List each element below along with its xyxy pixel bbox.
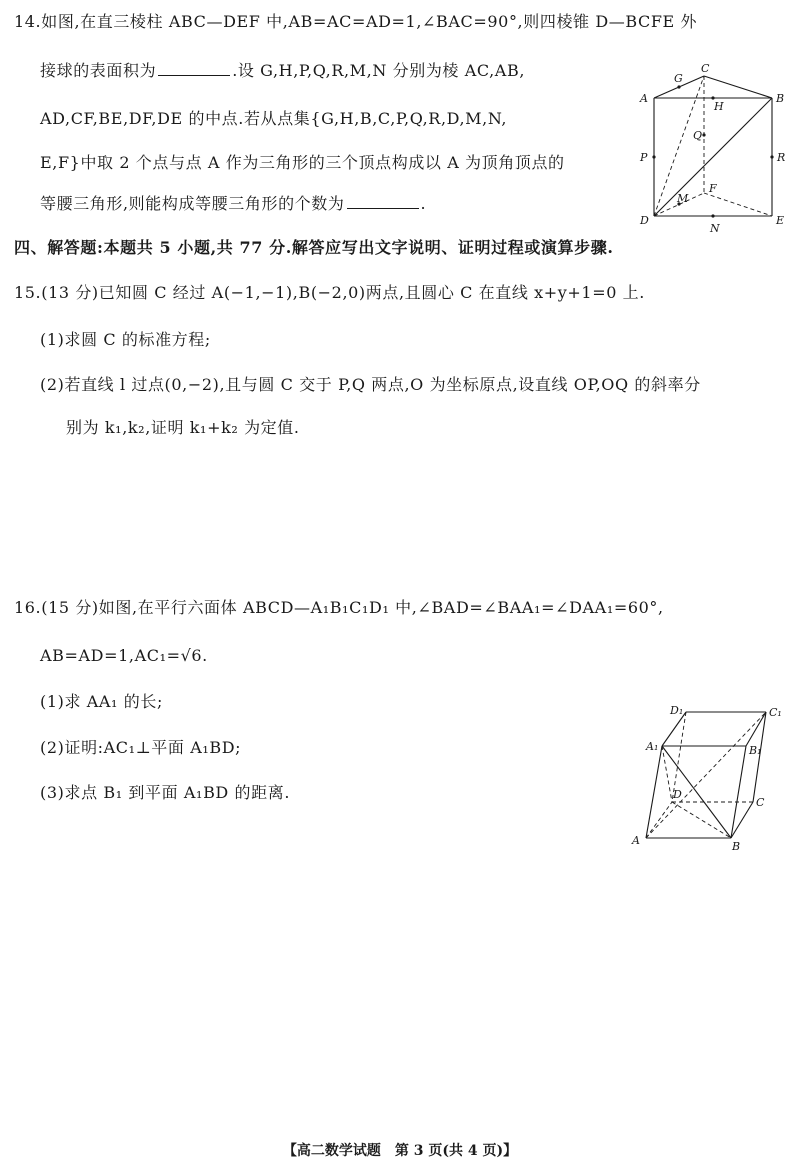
label-D1: D₁ [670, 704, 684, 717]
q16-part3-text: (3)求点 B₁ 到平面 A₁BD 的距离. [40, 783, 291, 802]
q14-text-2a: 接球的表面积为 [40, 61, 157, 80]
edge-D1A1 [662, 712, 686, 746]
label-D: D [640, 214, 649, 227]
edge-CB [704, 76, 772, 98]
label-M: M [677, 192, 689, 205]
label-B: B [776, 92, 785, 105]
diag-AC1 [646, 712, 766, 838]
edge-DB [654, 98, 772, 216]
label-E: E [776, 214, 785, 227]
point-P [652, 155, 655, 158]
point-N [711, 214, 714, 217]
label-Q: Q [693, 129, 703, 142]
label-R: R [777, 151, 786, 164]
label-B1: B₁ [749, 744, 762, 757]
edge-B1B [731, 746, 746, 838]
label-N: N [710, 222, 720, 235]
q15-stem [14, 283, 645, 303]
point-Q [702, 133, 705, 136]
section-heading-text: 四、解答题:本题共 5 小题,共 77 分.解答应写出文字说明、证明过程或演算步骤. [14, 238, 614, 257]
section-heading [14, 238, 614, 258]
q16-part3 [40, 783, 290, 803]
label-A: A [640, 92, 648, 105]
q14-line-1 [14, 12, 697, 32]
edge-A1A [646, 746, 662, 838]
edge-AD [646, 802, 672, 838]
page-footer [0, 1140, 800, 1160]
page-footer-text: 【高二数学试题 第 3 页(共 4 页)】 [282, 1143, 518, 1159]
q14-text-3: AD,CF,BE,DF,DE 的中点.若从点集{G,H,B,C,P,Q,R,D,M,N, [40, 109, 508, 128]
q15-part2-line1 [40, 375, 701, 395]
q14-answer-blank-1[interactable] [158, 61, 230, 76]
label-H: H [714, 100, 724, 113]
q16-part1-text: (1)求 AA₁ 的长; [40, 692, 163, 711]
q15-part2-text-2: 别为 k₁,k₂,证明 k₁+k₂ 为定值. [66, 418, 300, 437]
q14-text-4: E,F}中取 2 个点与点 A 作为三角形的三个顶点构成以 A 为顶角顶点的 [40, 153, 565, 172]
q15-part2-text-1: (2)若直线 l 过点(0,−2),且与圆 C 交于 P,Q 两点,O 为坐标原点,设直线 OP,OQ 的斜率分 [40, 375, 701, 394]
q15-part1-text: (1)求圆 C 的标准方程; [40, 330, 211, 349]
q15-stem-text: 15.(13 分)已知圆 C 经过 A(−1,−1),B(−2,0)两点,且圆心 C 在直线 x+y+1=0 上. [14, 283, 645, 302]
label-F: F [709, 182, 717, 195]
label-C1: C₁ [769, 706, 782, 719]
diag-DB [672, 802, 731, 838]
label-C: C [756, 796, 765, 809]
q16-stem-text-1: 16.(15 分)如图,在平行六面体 ABCD—A₁B₁C₁D₁ 中,∠BAD=∠BAA₁=∠DAA₁=60°, [14, 598, 664, 617]
label-G: G [674, 72, 683, 85]
label-A1: A₁ [646, 740, 659, 753]
q16-stem-1 [14, 598, 664, 618]
q14-line-4 [40, 153, 565, 173]
q14-line-3 [40, 109, 507, 129]
q14-text-5a: 等腰三角形,则能构成等腰三角形的个数为 [40, 194, 345, 213]
q14-text-5b: . [420, 194, 427, 213]
q16-stem-text-2: AB=AD=1,AC₁=√6. [40, 646, 208, 665]
label-C: C [701, 62, 710, 75]
q14-text-1: 14.如图,在直三棱柱 ABC—DEF 中,AB=AC=AD=1,∠BAC=90°,则四棱锥 D—BCFE 外 [14, 12, 698, 31]
q16-part2 [40, 738, 241, 758]
point-R [770, 155, 773, 158]
diag-A1D [662, 746, 672, 802]
label-P: P [640, 151, 648, 164]
label-A: A [632, 834, 640, 847]
edge-C1C [753, 712, 766, 802]
q16-part1 [40, 692, 163, 712]
q16-stem-2 [40, 646, 208, 666]
q16-part2-text: (2)证明:AC₁⊥平面 A₁BD; [40, 738, 242, 757]
point-G [677, 85, 680, 88]
q15-part2-line2 [66, 418, 300, 438]
q16-parallelepiped-figure [628, 694, 794, 856]
label-D: D [673, 788, 682, 801]
edge-FE [704, 193, 772, 216]
q14-line-5 [40, 194, 426, 214]
q15-part1 [40, 330, 211, 350]
q14-text-2b: .设 G,H,P,Q,R,M,N 分别为棱 AC,AB, [232, 61, 526, 80]
q14-answer-blank-2[interactable] [347, 194, 419, 209]
label-B: B [732, 840, 741, 853]
q14-prism-figure [634, 62, 794, 240]
q14-line-2 [40, 61, 525, 81]
